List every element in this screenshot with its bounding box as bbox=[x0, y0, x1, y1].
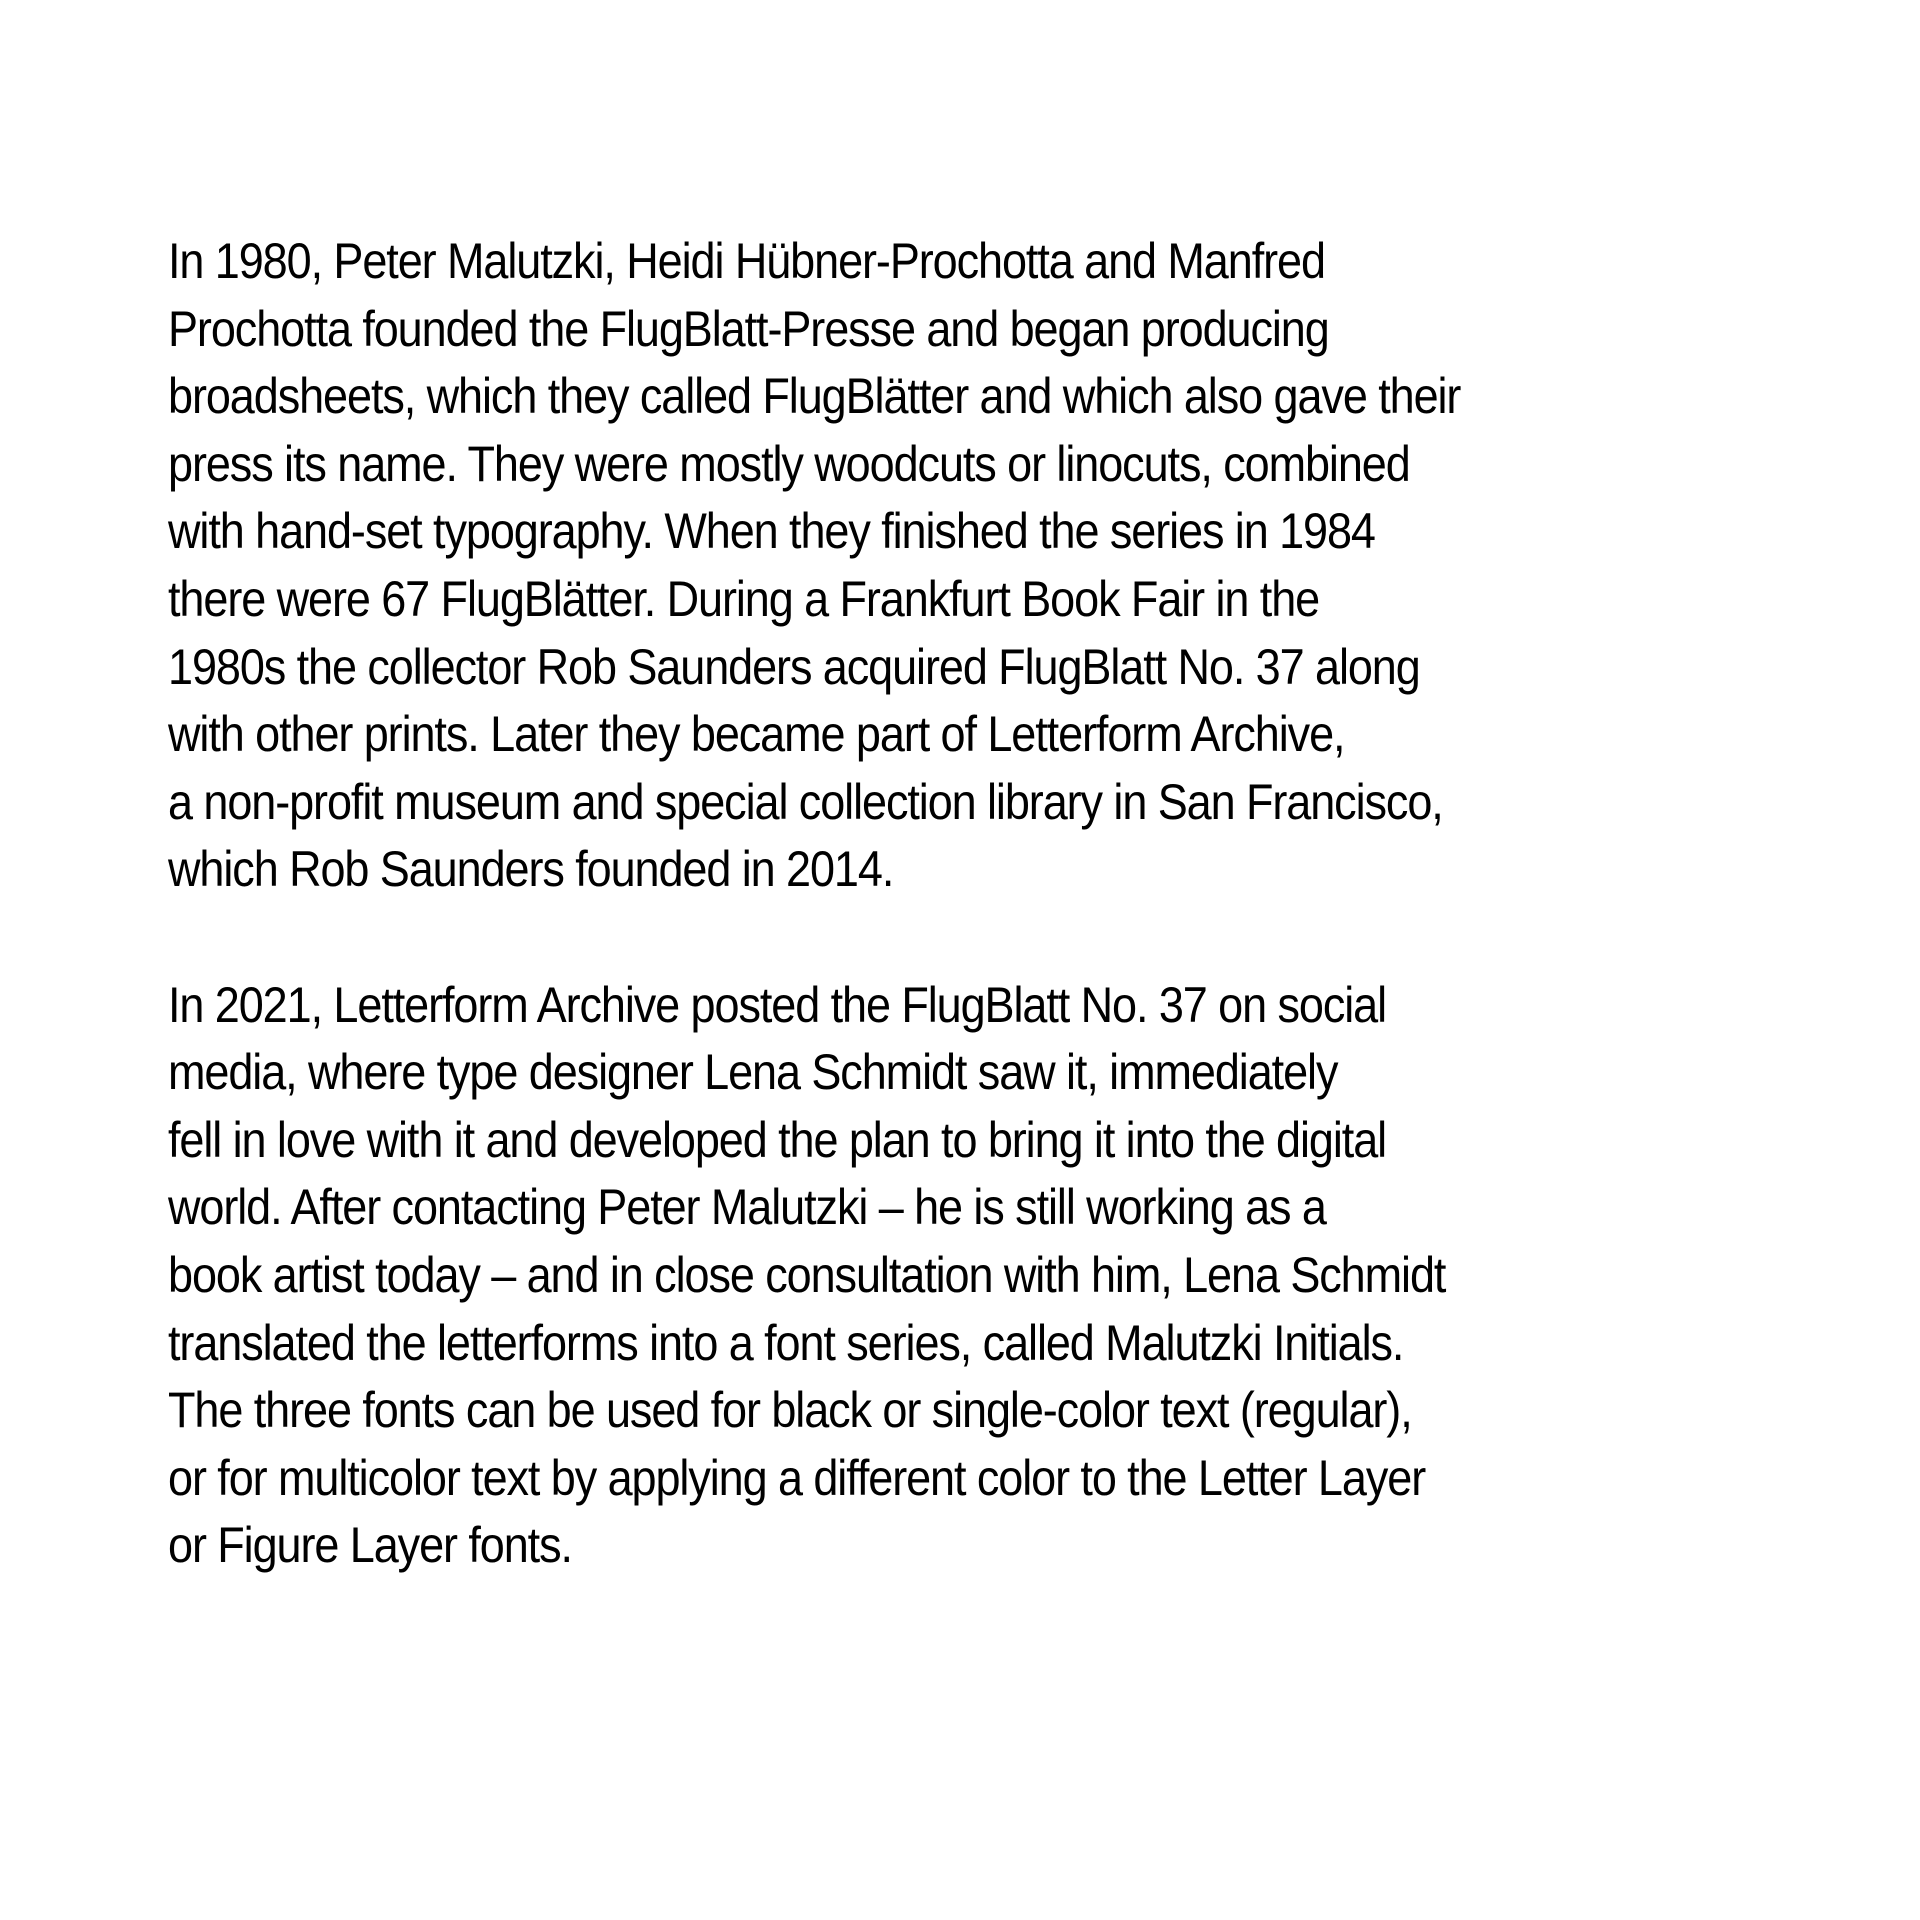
text-line: The three fonts can be used for black or single-color text (regular), bbox=[168, 1382, 1412, 1439]
text-line: 1980s the collector Rob Saunders acquired FlugBlatt No. 37 along bbox=[168, 638, 1420, 695]
text-line: Prochotta founded the FlugBlatt-Presse and began producing bbox=[168, 300, 1329, 357]
text-line: fell in love with it and developed the plan to bring it into the digital bbox=[168, 1111, 1387, 1168]
text-line: In 2021, Letterform Archive posted the FlugBlatt No. 37 on social bbox=[168, 976, 1387, 1033]
text-line: broadsheets, which they called FlugBlätter and which also gave their bbox=[168, 368, 1461, 425]
paragraph-digitization bbox=[168, 972, 1808, 1580]
text-line: with hand-set typography. When they finished the series in 1984 bbox=[168, 503, 1375, 560]
paragraph-history bbox=[168, 228, 1808, 904]
document-body bbox=[168, 228, 1808, 1580]
text-line: or Figure Layer fonts. bbox=[168, 1517, 572, 1574]
text-line: which Rob Saunders founded in 2014. bbox=[168, 841, 894, 898]
text-line: there were 67 FlugBlätter. During a Frankfurt Book Fair in the bbox=[168, 570, 1320, 627]
text-line: In 1980, Peter Malutzki, Heidi Hübner-Prochotta and Manfred bbox=[168, 233, 1325, 289]
text-line: media, where type designer Lena Schmidt saw it, immediately bbox=[168, 1044, 1338, 1101]
text-line: world. After contacting Peter Malutzki – he is still working as a bbox=[168, 1179, 1326, 1236]
text-line: press its name. They were mostly woodcuts or linocuts, combined bbox=[168, 435, 1410, 492]
text-line: with other prints. Later they became part of Letterform Archive, bbox=[168, 706, 1345, 763]
text-line: book artist today – and in close consultation with him, Lena Schmidt bbox=[168, 1246, 1446, 1303]
text-line: translated the letterforms into a font series, called Malutzki Initials. bbox=[168, 1314, 1404, 1371]
text-line: a non-profit museum and special collection library in San Francisco, bbox=[168, 773, 1443, 830]
text-line: or for multicolor text by applying a different color to the Letter Layer bbox=[168, 1449, 1426, 1506]
